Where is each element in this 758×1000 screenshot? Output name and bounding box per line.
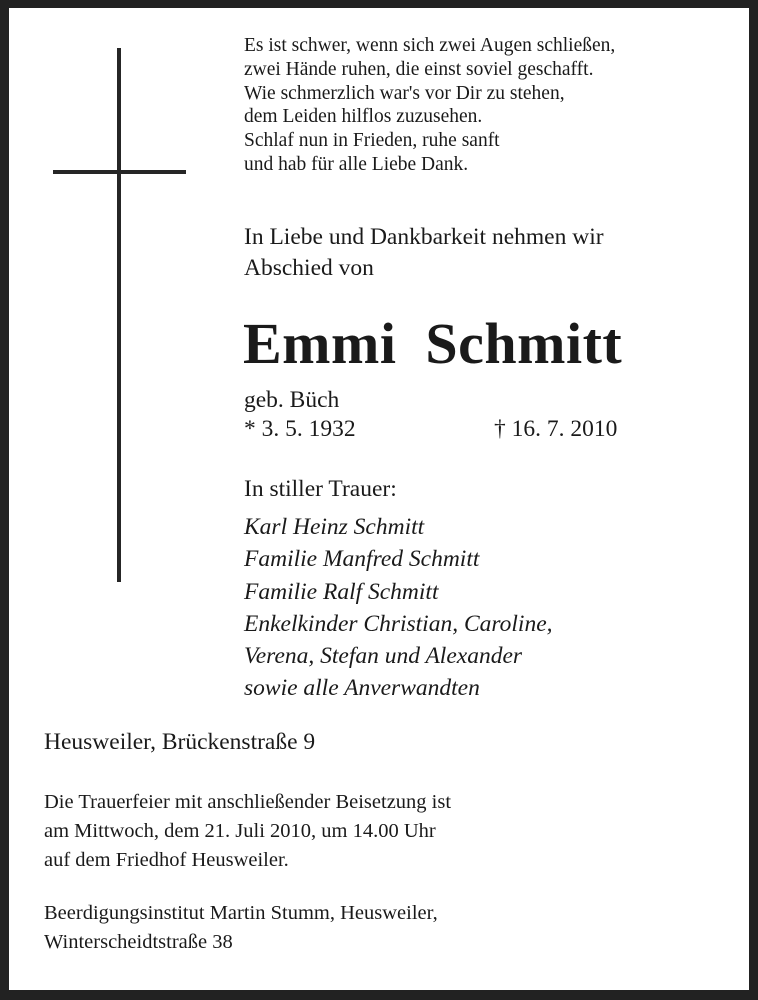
poem bbox=[244, 34, 615, 177]
funeral-home-line: Winterscheidtstraße 38 bbox=[44, 931, 233, 953]
poem-line: und hab für alle Liebe Dank. bbox=[244, 153, 469, 175]
service-line: Die Trauerfeier mit anschließender Beisetzung ist bbox=[44, 791, 452, 813]
cross-vertical-bar bbox=[117, 48, 121, 582]
mourner: Familie Manfred Schmitt bbox=[244, 546, 480, 573]
mourners-list bbox=[244, 511, 553, 705]
intro-line: Abschied von bbox=[244, 255, 374, 281]
intro-line: In Liebe und Dankbarkeit nehmen wir bbox=[244, 224, 604, 250]
poem-line: Es ist schwer, wenn sich zwei Augen schließen, bbox=[244, 35, 616, 56]
funeral-home-line: Beerdigungsinstitut Martin Stumm, Heusweiler, bbox=[44, 902, 438, 924]
service-line: auf dem Friedhof Heusweiler. bbox=[44, 849, 289, 871]
service-line: am Mittwoch, dem 21. Juli 2010, um 14.00 Uhr bbox=[44, 820, 436, 842]
birth-date: * 3. 5. 1932 bbox=[244, 416, 356, 442]
poem-line: Schlaf nun in Frieden, ruhe sanft bbox=[244, 130, 500, 152]
mourner: sowie alle Anverwandten bbox=[244, 675, 480, 702]
mourner: Verena, Stefan und Alexander bbox=[244, 643, 523, 670]
life-dates bbox=[244, 416, 664, 443]
service-info bbox=[44, 788, 451, 875]
funeral-home bbox=[44, 899, 438, 957]
poem-line: Wie schmerzlich war's vor Dir zu stehen, bbox=[244, 82, 565, 104]
deceased-name: Emmi Schmitt bbox=[243, 311, 623, 376]
mourner: Familie Ralf Schmitt bbox=[244, 578, 439, 605]
mourner: Karl Heinz Schmitt bbox=[244, 514, 425, 540]
death-date: † 16. 7. 2010 bbox=[494, 416, 618, 442]
cross-horizontal-bar bbox=[53, 170, 186, 174]
poem-line: zwei Hände ruhen, die einst soviel geschafft. bbox=[244, 58, 594, 80]
birth-name: geb. Büch bbox=[244, 387, 340, 413]
mourning-heading: In stiller Trauer: bbox=[244, 476, 397, 502]
poem-line: dem Leiden hilflos zuzusehen. bbox=[244, 106, 483, 128]
address: Heusweiler, Brückenstraße 9 bbox=[44, 729, 316, 755]
mourner: Enkelkinder Christian, Caroline, bbox=[244, 610, 553, 637]
intro-text bbox=[244, 222, 604, 284]
